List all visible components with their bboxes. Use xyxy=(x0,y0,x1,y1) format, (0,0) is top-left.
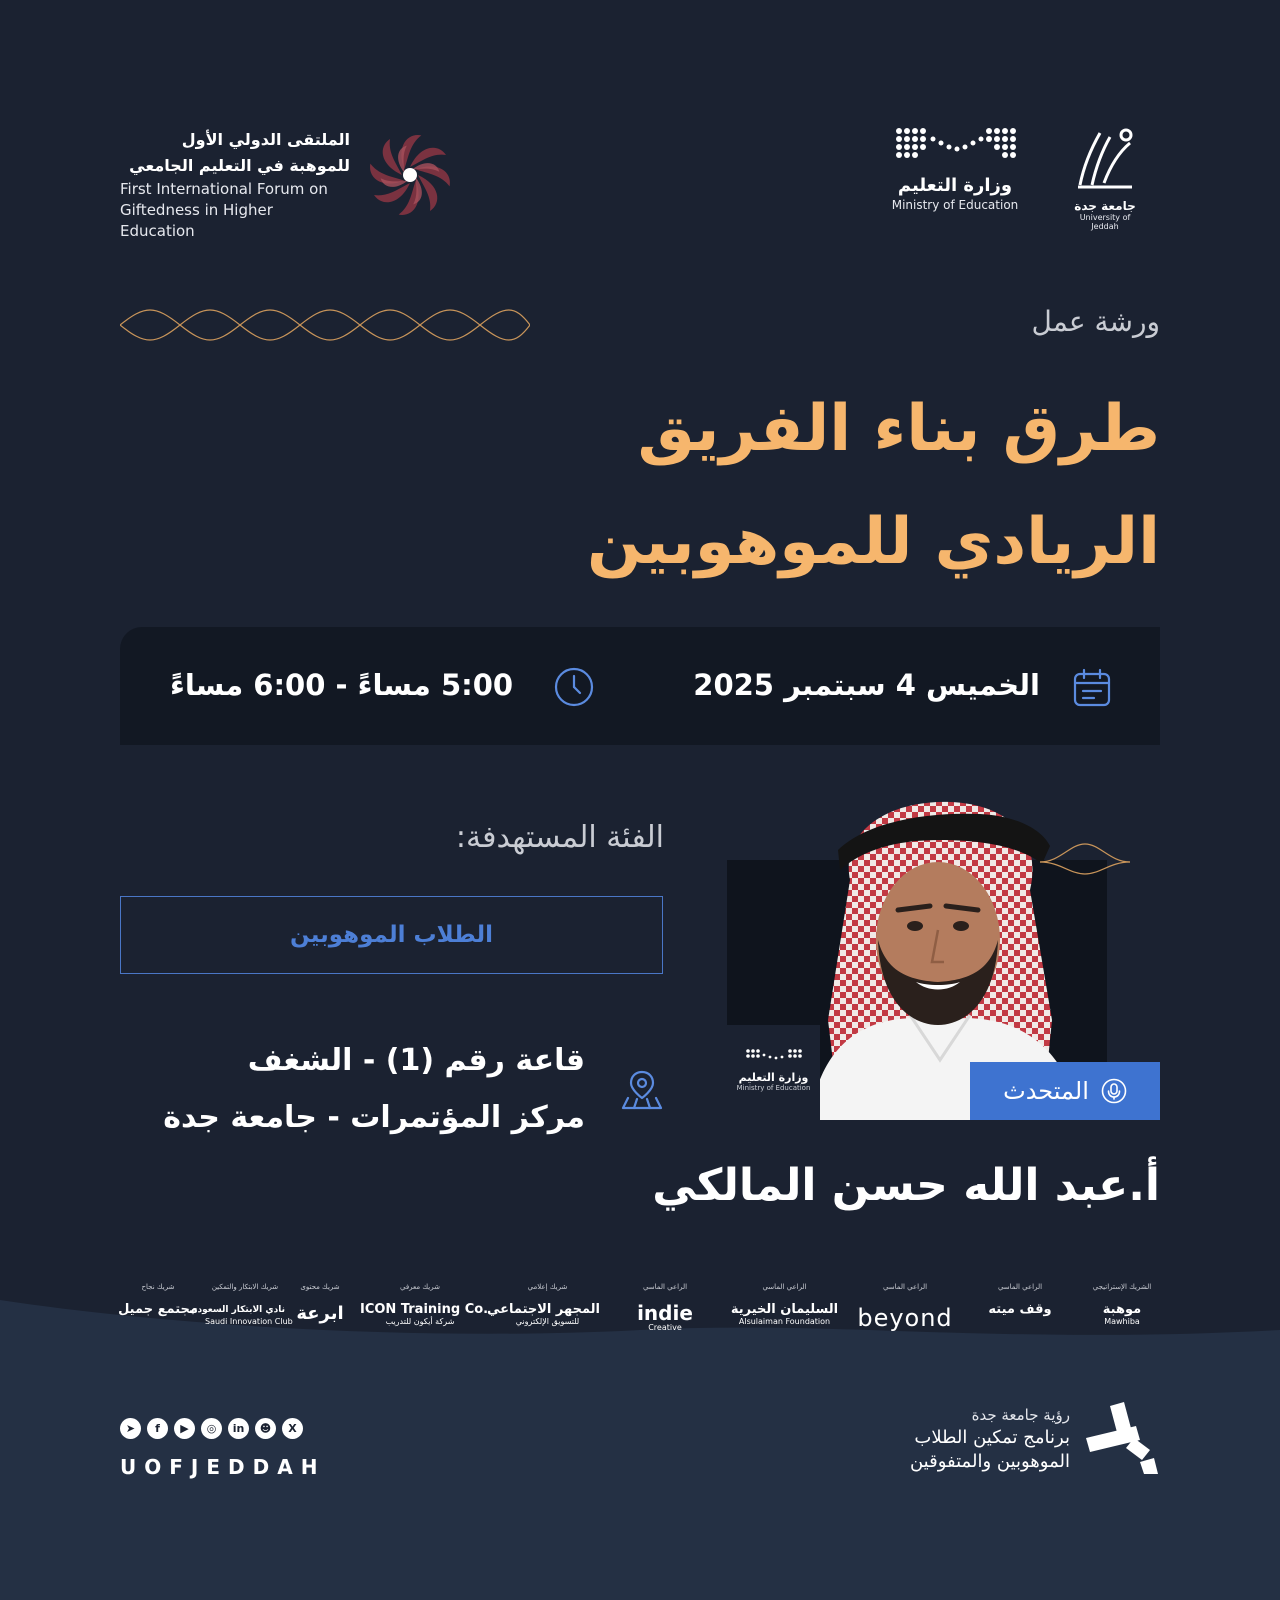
partner-beyond xyxy=(855,1283,955,1333)
clock-icon xyxy=(553,666,595,708)
ministry-dots-icon xyxy=(893,125,1017,163)
university-emblem-icon xyxy=(1070,125,1140,191)
event-time: 5:00 مساءً - 6:00 مساءً xyxy=(170,668,514,702)
youtube-icon[interactable]: ▶ xyxy=(174,1418,195,1439)
calendar-icon xyxy=(1072,668,1112,708)
partner-role: الراعي الماسي xyxy=(882,1283,928,1291)
social-handle: UOFJEDDAH xyxy=(120,1455,326,1479)
social-icons-row xyxy=(120,1418,303,1439)
location-line2: مركز المؤتمرات - جامعة جدة xyxy=(163,1100,585,1135)
partner-role: الراعي الماسي xyxy=(997,1283,1043,1291)
microphone-icon xyxy=(1101,1078,1127,1104)
partner-sub: Saudi Innovation Club xyxy=(205,1317,293,1326)
partner-icon xyxy=(360,1283,489,1326)
partner-community-jameel xyxy=(118,1283,198,1317)
forum-title-ar-line2: للموهبة في التعليم الجامعي xyxy=(129,156,350,175)
university-name-en: University of Jeddah xyxy=(1079,213,1131,231)
ministry-badge-ar: وزارة التعليم xyxy=(738,1071,809,1084)
partner-name: beyond xyxy=(857,1304,953,1332)
partner-role: شريك محتوى xyxy=(300,1283,340,1291)
ministry-logo xyxy=(885,125,1025,225)
event-title-line2: الريادي للموهوبين xyxy=(586,505,1160,579)
ministry-badge xyxy=(727,1025,820,1120)
location-line1: قاعة رقم (1) - الشغف xyxy=(247,1043,585,1078)
decorative-wave xyxy=(120,300,530,350)
location-pin-icon xyxy=(620,1068,664,1112)
ministry-badge-en: Ministry of Education xyxy=(736,1084,811,1092)
forum-title-en-line1: First International Forum on xyxy=(120,180,328,198)
partner-almijhar xyxy=(486,1283,600,1326)
program-name-line2: الموهوبين والمتفوقين xyxy=(909,1451,1070,1472)
partner-role: الشريك الإستراتيجي xyxy=(1092,1283,1152,1291)
program-vision: رؤية جامعة جدة xyxy=(971,1406,1070,1424)
partner-sub: للتسويق الإلكتروني xyxy=(515,1317,580,1326)
program-text xyxy=(910,1404,1070,1474)
event-date: الخميس 4 سبتمبر 2025 xyxy=(693,668,1040,702)
partner-name: مجتمع جميل xyxy=(118,1302,198,1317)
partner-name: وقف ميته xyxy=(988,1302,1052,1317)
target-group-value: الطلاب الموهوبين xyxy=(290,922,493,948)
snapchat-icon[interactable]: ☻ xyxy=(255,1418,276,1439)
partner-role: شريك نجاح xyxy=(141,1283,175,1291)
partner-name: موهبة xyxy=(1102,1302,1142,1317)
facebook-icon[interactable]: f xyxy=(147,1418,168,1439)
partner-name: المجهر الاجتماعي xyxy=(486,1302,600,1317)
ministry-name-ar: وزارة التعليم xyxy=(897,175,1013,196)
partner-waqf xyxy=(970,1283,1070,1317)
target-group-box xyxy=(120,896,663,974)
partner-abraa xyxy=(290,1283,350,1325)
program-name-line1: برنامج تمكين الطلاب xyxy=(914,1427,1070,1448)
forum-logo xyxy=(120,125,460,240)
ministry-name-en: Ministry of Education xyxy=(891,198,1019,212)
event-title-line1: طرق بناء الفريق xyxy=(637,392,1160,466)
partner-role: شريك معرفي xyxy=(400,1283,440,1291)
university-logo xyxy=(1065,125,1145,231)
instagram-icon[interactable]: ◎ xyxy=(201,1418,222,1439)
partner-role: الراعي الماسي xyxy=(642,1283,688,1291)
partner-sub: Alsulaiman Foundation xyxy=(738,1317,831,1326)
partner-sub: Mawhiba xyxy=(1104,1317,1140,1326)
workshop-label: ورشة عمل xyxy=(1031,305,1160,338)
partner-innovation-club xyxy=(189,1283,293,1326)
linkedin-icon[interactable]: in xyxy=(228,1418,249,1439)
partner-name: نادي الابتكار السعودي xyxy=(189,1305,285,1315)
partner-indie xyxy=(615,1283,715,1332)
university-name-ar: جامعة جدة xyxy=(1074,199,1136,213)
decorative-accent xyxy=(1040,840,1130,880)
partner-role: شريك إعلامي xyxy=(527,1283,568,1291)
program-logo-icon xyxy=(1080,1402,1162,1474)
target-group-label: الفئة المستهدفة: xyxy=(455,820,664,855)
forum-title-ar-line1: الملتقى الدولي الأول xyxy=(181,130,350,149)
x-icon[interactable]: X xyxy=(282,1418,303,1439)
speaker-tag-label: المتحدث xyxy=(1003,1077,1089,1105)
partner-name: ICON Training Co. xyxy=(360,1302,489,1317)
ministry-dots-icon xyxy=(744,1047,804,1063)
partner-sub: Creative xyxy=(648,1323,682,1332)
partner-role: شريك الابتكار والتمكين xyxy=(211,1283,279,1291)
speaker-tag xyxy=(970,1062,1160,1120)
partner-name: indie xyxy=(637,1301,693,1325)
partner-role: الراعي الماسي xyxy=(762,1283,807,1291)
partner-name: السليمان الخيرية xyxy=(730,1302,839,1317)
forum-flower-icon xyxy=(360,125,460,225)
speaker-name: أ.عبد الله حسن المالكي xyxy=(652,1160,1160,1211)
forum-title-en-line2: Giftedness in Higher Education xyxy=(120,201,273,240)
partner-mawhiba xyxy=(1082,1283,1162,1326)
telegram-icon[interactable]: ➤ xyxy=(120,1418,141,1439)
partner-name: ابرعة xyxy=(296,1303,344,1324)
partner-alsulaiman xyxy=(722,1283,847,1326)
partner-sub: شركة أيكون للتدريب xyxy=(385,1317,455,1326)
